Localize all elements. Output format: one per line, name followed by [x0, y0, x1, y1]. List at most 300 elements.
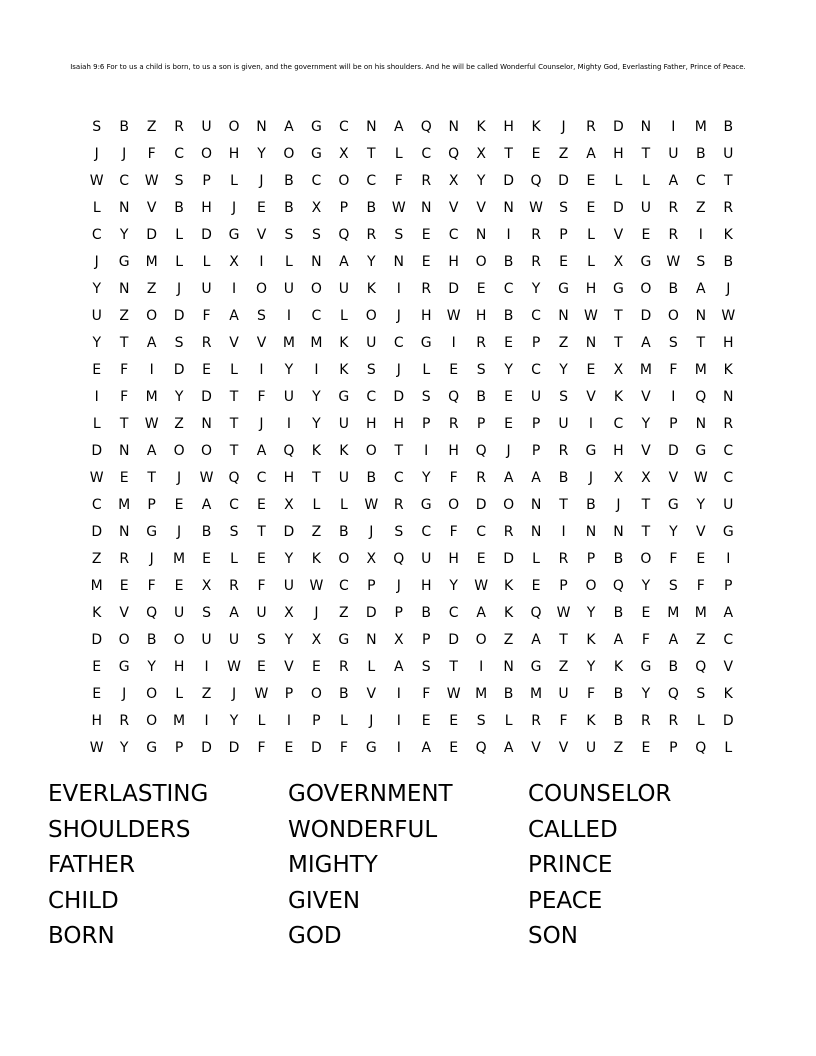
- grid-letter: M: [173, 712, 186, 729]
- grid-letter: G: [667, 496, 679, 513]
- grid-letter: L: [587, 253, 595, 270]
- grid-letter: C: [366, 172, 377, 189]
- grid-letter: R: [393, 496, 404, 513]
- grid-letter: V: [586, 388, 596, 405]
- grid-letter: K: [613, 388, 624, 405]
- grid-letter: L: [175, 253, 183, 270]
- grid-letter: Z: [119, 307, 129, 324]
- grid-letter: P: [394, 604, 403, 621]
- grid-letter: C: [91, 226, 102, 243]
- grid-letter: D: [228, 739, 240, 756]
- grid-letter: V: [476, 199, 486, 216]
- grid-letter: X: [339, 145, 349, 162]
- grid-letter: K: [504, 577, 514, 594]
- grid-letter: C: [476, 523, 487, 540]
- grid-letter: V: [366, 685, 377, 702]
- grid-letter: M: [173, 550, 186, 567]
- grid-letter: T: [229, 442, 239, 459]
- word-list-item: EVERLASTING: [48, 781, 209, 807]
- grid-letter: F: [669, 550, 678, 567]
- grid-letter: O: [338, 172, 350, 189]
- grid-letter: R: [119, 550, 130, 567]
- grid-letter: S: [257, 307, 266, 324]
- grid-letter: Q: [283, 442, 295, 459]
- grid-letter: O: [475, 631, 487, 648]
- grid-letter: R: [531, 226, 541, 243]
- grid-letter: G: [365, 739, 377, 756]
- word-list-item: WONDERFUL: [288, 816, 438, 843]
- grid-letter: Y: [92, 334, 101, 351]
- grid-letter: B: [723, 253, 734, 270]
- grid-letter: T: [696, 334, 706, 351]
- grid-letter: H: [173, 658, 185, 675]
- grid-letter: E: [119, 469, 129, 486]
- grid-letter: P: [669, 415, 678, 432]
- grid-letter: P: [422, 631, 431, 648]
- grid-letter: P: [531, 334, 541, 351]
- grid-letter: S: [394, 523, 404, 540]
- grid-letter: L: [285, 253, 293, 270]
- grid-letter: H: [503, 118, 514, 135]
- grid-letter: E: [202, 361, 211, 378]
- grid-letter: A: [339, 253, 349, 270]
- grid-letter: J: [259, 415, 264, 432]
- grid-letter: V: [256, 334, 267, 351]
- grid-letter: T: [614, 334, 623, 351]
- grid-letter: Z: [311, 523, 322, 540]
- grid-letter: Q: [475, 739, 487, 756]
- grid-letter: W: [529, 199, 543, 216]
- grid-letter: B: [503, 253, 514, 270]
- grid-letter: F: [257, 739, 266, 756]
- grid-letter: R: [476, 469, 486, 486]
- grid-letter: O: [667, 307, 679, 324]
- grid-letter: G: [338, 388, 350, 405]
- grid-letter: M: [694, 361, 707, 378]
- grid-letter: G: [420, 334, 432, 351]
- grid-letter: C: [531, 361, 541, 378]
- grid-letter: E: [641, 226, 651, 243]
- grid-letter: V: [256, 226, 267, 243]
- grid-letter: S: [476, 361, 486, 378]
- grid-letter: Z: [339, 604, 349, 621]
- grid-letter: T: [641, 496, 651, 513]
- grid-letter: Q: [448, 388, 460, 405]
- grid-letter: B: [558, 469, 569, 486]
- grid-letter: T: [559, 631, 568, 648]
- grid-letter: X: [641, 469, 651, 486]
- grid-letter: F: [120, 361, 129, 378]
- grid-letter: F: [394, 172, 403, 189]
- grid-letter: A: [723, 604, 734, 621]
- grid-letter: A: [284, 118, 294, 135]
- grid-letter: O: [640, 280, 652, 297]
- grid-letter: Y: [284, 361, 294, 378]
- grid-letter: H: [613, 442, 624, 459]
- grid-letter: I: [561, 523, 566, 540]
- grid-letter: G: [585, 442, 597, 459]
- grid-letter: R: [723, 199, 734, 216]
- grid-letter: O: [283, 145, 295, 162]
- grid-letter: D: [503, 550, 514, 567]
- grid-letter: Q: [612, 577, 624, 594]
- grid-letter: L: [532, 550, 540, 567]
- grid-letter: O: [173, 442, 185, 459]
- grid-letter: U: [668, 145, 679, 162]
- grid-letter: F: [449, 523, 458, 540]
- grid-letter: D: [201, 388, 212, 405]
- grid-letter: O: [228, 118, 240, 135]
- grid-letter: T: [229, 415, 239, 432]
- grid-letter: R: [558, 442, 569, 459]
- grid-letter: B: [174, 199, 184, 216]
- grid-letter: R: [229, 577, 239, 594]
- grid-letter: B: [613, 604, 624, 621]
- grid-letter: B: [613, 685, 624, 702]
- word-list-item: PRINCE: [528, 852, 613, 878]
- grid-letter: E: [257, 496, 266, 513]
- grid-letter: K: [723, 361, 733, 378]
- grid-letter: A: [531, 469, 541, 486]
- grid-letter: L: [339, 307, 348, 324]
- grid-letter: Y: [586, 658, 596, 675]
- grid-letter: W: [89, 172, 104, 189]
- grid-letter: F: [147, 145, 156, 162]
- grid-letter: H: [475, 307, 487, 324]
- grid-letter: C: [174, 145, 184, 162]
- grid-letter: U: [723, 145, 734, 162]
- grid-letter: X: [476, 145, 486, 162]
- grid-letter: C: [695, 172, 706, 189]
- grid-letter: B: [586, 496, 596, 513]
- grid-letter: O: [310, 685, 322, 702]
- grid-letter: E: [586, 199, 596, 216]
- grid-letter: E: [257, 199, 266, 216]
- grid-letter: T: [394, 442, 404, 459]
- grid-letter: T: [614, 307, 623, 324]
- grid-letter: P: [724, 577, 733, 594]
- grid-letter: L: [339, 496, 348, 513]
- grid-letter: C: [503, 280, 514, 297]
- grid-letter: P: [202, 172, 211, 189]
- grid-letter: C: [338, 118, 349, 135]
- grid-letter: N: [475, 226, 487, 243]
- grid-letter: R: [668, 199, 679, 216]
- grid-letter: V: [723, 658, 734, 675]
- grid-letter: X: [448, 172, 459, 189]
- grid-letter: W: [309, 577, 324, 594]
- grid-letter: B: [696, 145, 706, 162]
- grid-letter: C: [531, 307, 541, 324]
- grid-letter: I: [451, 334, 456, 351]
- grid-letter: T: [119, 415, 129, 432]
- grid-letter: D: [640, 307, 652, 324]
- grid-letter: E: [119, 577, 129, 594]
- grid-letter: S: [668, 334, 678, 351]
- grid-letter: U: [558, 415, 569, 432]
- grid-letter: O: [365, 442, 377, 459]
- grid-letter: B: [503, 685, 514, 702]
- grid-letter: Y: [669, 523, 678, 540]
- grid-letter: D: [201, 226, 212, 243]
- grid-letter: J: [122, 685, 127, 702]
- grid-letter: Y: [284, 550, 294, 567]
- grid-letter: A: [421, 739, 432, 756]
- grid-letter: J: [231, 685, 237, 702]
- grid-letter: A: [641, 334, 651, 351]
- grid-letter: Q: [146, 604, 158, 621]
- grid-letter: N: [530, 496, 542, 513]
- grid-letter: C: [448, 604, 459, 621]
- grid-letter: U: [640, 199, 652, 216]
- grid-letter: U: [338, 415, 349, 432]
- grid-letter: J: [616, 496, 621, 513]
- grid-letter: F: [696, 577, 705, 594]
- grid-letter: X: [393, 631, 404, 648]
- grid-letter: O: [475, 253, 487, 270]
- grid-letter: Y: [531, 280, 541, 297]
- grid-letter: W: [144, 172, 159, 189]
- grid-letter: E: [531, 577, 541, 594]
- grid-letter: U: [585, 739, 597, 756]
- grid-letter: I: [286, 307, 291, 324]
- grid-letter: P: [586, 550, 596, 567]
- grid-letter: V: [229, 334, 239, 351]
- grid-letter: L: [422, 361, 431, 378]
- grid-letter: N: [311, 253, 322, 270]
- grid-letter: E: [641, 739, 651, 756]
- grid-letter: I: [588, 415, 594, 432]
- grid-letter: C: [448, 226, 459, 243]
- grid-letter: J: [314, 604, 319, 621]
- grid-letter: S: [174, 334, 184, 351]
- grid-letter: C: [119, 172, 130, 189]
- grid-letter: Q: [475, 442, 487, 459]
- grid-letter: P: [312, 712, 321, 729]
- grid-letter: U: [558, 685, 569, 702]
- grid-letter: N: [118, 442, 130, 459]
- grid-letter: F: [120, 388, 129, 405]
- grid-letter: A: [503, 469, 514, 486]
- grid-letter: Y: [504, 361, 513, 378]
- grid-letter: S: [394, 226, 404, 243]
- grid-letter: J: [369, 523, 374, 540]
- grid-letter: L: [92, 415, 101, 432]
- grid-letter: W: [584, 307, 598, 324]
- grid-letter: N: [366, 118, 377, 135]
- grid-letter: R: [174, 118, 184, 135]
- grid-letter: B: [723, 118, 734, 135]
- grid-letter: G: [118, 658, 130, 675]
- grid-letter: D: [558, 172, 569, 189]
- grid-letter: L: [614, 172, 623, 189]
- grid-letter: R: [503, 523, 514, 540]
- grid-letter: W: [446, 685, 461, 702]
- grid-letter: U: [228, 631, 240, 648]
- grid-letter: Y: [421, 469, 431, 486]
- grid-letter: R: [641, 712, 651, 729]
- grid-letter: Z: [146, 118, 157, 135]
- grid-letter: N: [256, 118, 267, 135]
- grid-letter: S: [559, 388, 568, 405]
- grid-letter: S: [559, 199, 568, 216]
- grid-letter: L: [175, 226, 183, 243]
- grid-letter: V: [641, 442, 651, 459]
- grid-letter: J: [122, 145, 127, 162]
- grid-letter: A: [613, 631, 624, 648]
- word-list: [48, 777, 768, 955]
- grid-letter: E: [174, 496, 184, 513]
- grid-letter: Y: [284, 631, 294, 648]
- grid-letter: Q: [228, 469, 240, 486]
- grid-letter: I: [479, 658, 484, 675]
- grid-letter: W: [693, 469, 708, 486]
- grid-letter: K: [476, 118, 486, 135]
- grid-letter: Y: [641, 415, 651, 432]
- grid-letter: E: [476, 280, 486, 297]
- grid-letter: D: [448, 631, 460, 648]
- grid-letter: V: [668, 469, 679, 486]
- grid-letter: A: [146, 334, 157, 351]
- grid-letter: B: [146, 631, 157, 648]
- grid-letter: R: [531, 712, 541, 729]
- grid-letter: K: [723, 685, 733, 702]
- grid-letter: I: [726, 550, 731, 567]
- grid-letter: C: [723, 631, 734, 648]
- grid-letter: K: [586, 712, 596, 729]
- grid-letter: D: [393, 388, 405, 405]
- grid-letter: M: [694, 118, 707, 135]
- grid-letter: N: [393, 253, 404, 270]
- grid-letter: J: [177, 280, 182, 297]
- grid-letter: I: [396, 712, 401, 729]
- grid-letter: V: [613, 226, 624, 243]
- grid-letter: U: [421, 550, 432, 567]
- grid-letter: M: [530, 685, 543, 702]
- grid-letter: U: [366, 334, 377, 351]
- grid-letter: Y: [641, 685, 651, 702]
- grid-letter: E: [174, 577, 184, 594]
- grid-letter: L: [696, 712, 705, 729]
- word-list-item: GIVEN: [288, 887, 361, 914]
- grid-letter: T: [559, 496, 568, 513]
- grid-letter: O: [585, 577, 597, 594]
- grid-letter: I: [259, 253, 264, 270]
- grid-letter: U: [201, 280, 212, 297]
- grid-letter: R: [119, 712, 130, 729]
- grid-letter: N: [530, 523, 542, 540]
- grid-letter: I: [396, 685, 401, 702]
- grid-letter: P: [339, 199, 349, 216]
- grid-letter: C: [613, 415, 624, 432]
- grid-letter: U: [256, 604, 267, 621]
- grid-letter: F: [586, 685, 595, 702]
- grid-letter: K: [613, 658, 624, 675]
- grid-letter: E: [92, 361, 102, 378]
- grid-letter: L: [230, 361, 238, 378]
- grid-letter: C: [311, 307, 322, 324]
- grid-letter: I: [698, 226, 703, 243]
- grid-letter: H: [420, 577, 432, 594]
- grid-letter: R: [421, 280, 432, 297]
- grid-letter: A: [393, 658, 404, 675]
- grid-letter: T: [367, 145, 376, 162]
- grid-letter: X: [613, 253, 624, 270]
- grid-letter: J: [149, 550, 154, 567]
- grid-letter: S: [421, 658, 431, 675]
- grid-letter: U: [338, 280, 349, 297]
- grid-letter: W: [144, 415, 159, 432]
- grid-letter: Z: [696, 631, 706, 648]
- grid-letter: E: [449, 712, 459, 729]
- grid-letter: B: [668, 280, 679, 297]
- grid-letter: C: [393, 334, 404, 351]
- grid-letter: B: [201, 523, 212, 540]
- grid-letter: Y: [586, 604, 596, 621]
- word-list-item: BORN: [48, 923, 115, 949]
- grid-letter: J: [231, 199, 237, 216]
- grid-letter: C: [91, 496, 102, 513]
- grid-letter: P: [559, 577, 568, 594]
- grid-letter: X: [229, 253, 239, 270]
- grid-letter: Q: [667, 685, 679, 702]
- grid-letter: R: [668, 226, 679, 243]
- grid-letter: D: [503, 172, 514, 189]
- grid-letter: R: [558, 550, 569, 567]
- grid-letter: N: [448, 118, 459, 135]
- grid-letter: L: [339, 712, 348, 729]
- grid-letter: W: [391, 199, 406, 216]
- grid-letter: Q: [448, 145, 460, 162]
- word-list-item: MIGHTY: [288, 852, 378, 878]
- grid-letter: N: [118, 523, 130, 540]
- grid-letter: O: [118, 631, 130, 648]
- grid-letter: E: [504, 388, 514, 405]
- grid-letter: D: [173, 307, 185, 324]
- grid-letter: Z: [558, 658, 569, 675]
- grid-letter: T: [641, 145, 651, 162]
- grid-letter: I: [286, 712, 291, 729]
- grid-letter: D: [667, 442, 679, 459]
- grid-letter: R: [421, 172, 432, 189]
- grid-letter: Y: [367, 253, 376, 270]
- grid-letter: G: [640, 253, 652, 270]
- grid-letter: Q: [695, 388, 707, 405]
- grid-letter: M: [282, 334, 295, 351]
- grid-letter: O: [310, 280, 322, 297]
- grid-letter: B: [668, 658, 679, 675]
- grid-letter: A: [229, 604, 239, 621]
- grid-letter: T: [504, 145, 513, 162]
- grid-letter: E: [696, 550, 706, 567]
- grid-letter: M: [475, 685, 488, 702]
- grid-letter: E: [257, 550, 266, 567]
- grid-letter: A: [696, 280, 706, 297]
- grid-letter: L: [367, 658, 376, 675]
- grid-letter: Z: [696, 199, 706, 216]
- grid-letter: N: [503, 199, 514, 216]
- grid-letter: X: [613, 469, 624, 486]
- grid-letter: I: [424, 442, 429, 459]
- grid-letter: I: [259, 361, 264, 378]
- grid-letter: Y: [229, 712, 239, 729]
- grid-letter: I: [671, 118, 676, 135]
- grid-letter: W: [474, 577, 489, 594]
- grid-letter: W: [227, 658, 241, 675]
- grid-letter: U: [173, 604, 185, 621]
- grid-letter: J: [561, 118, 566, 135]
- grid-letter: E: [504, 415, 514, 432]
